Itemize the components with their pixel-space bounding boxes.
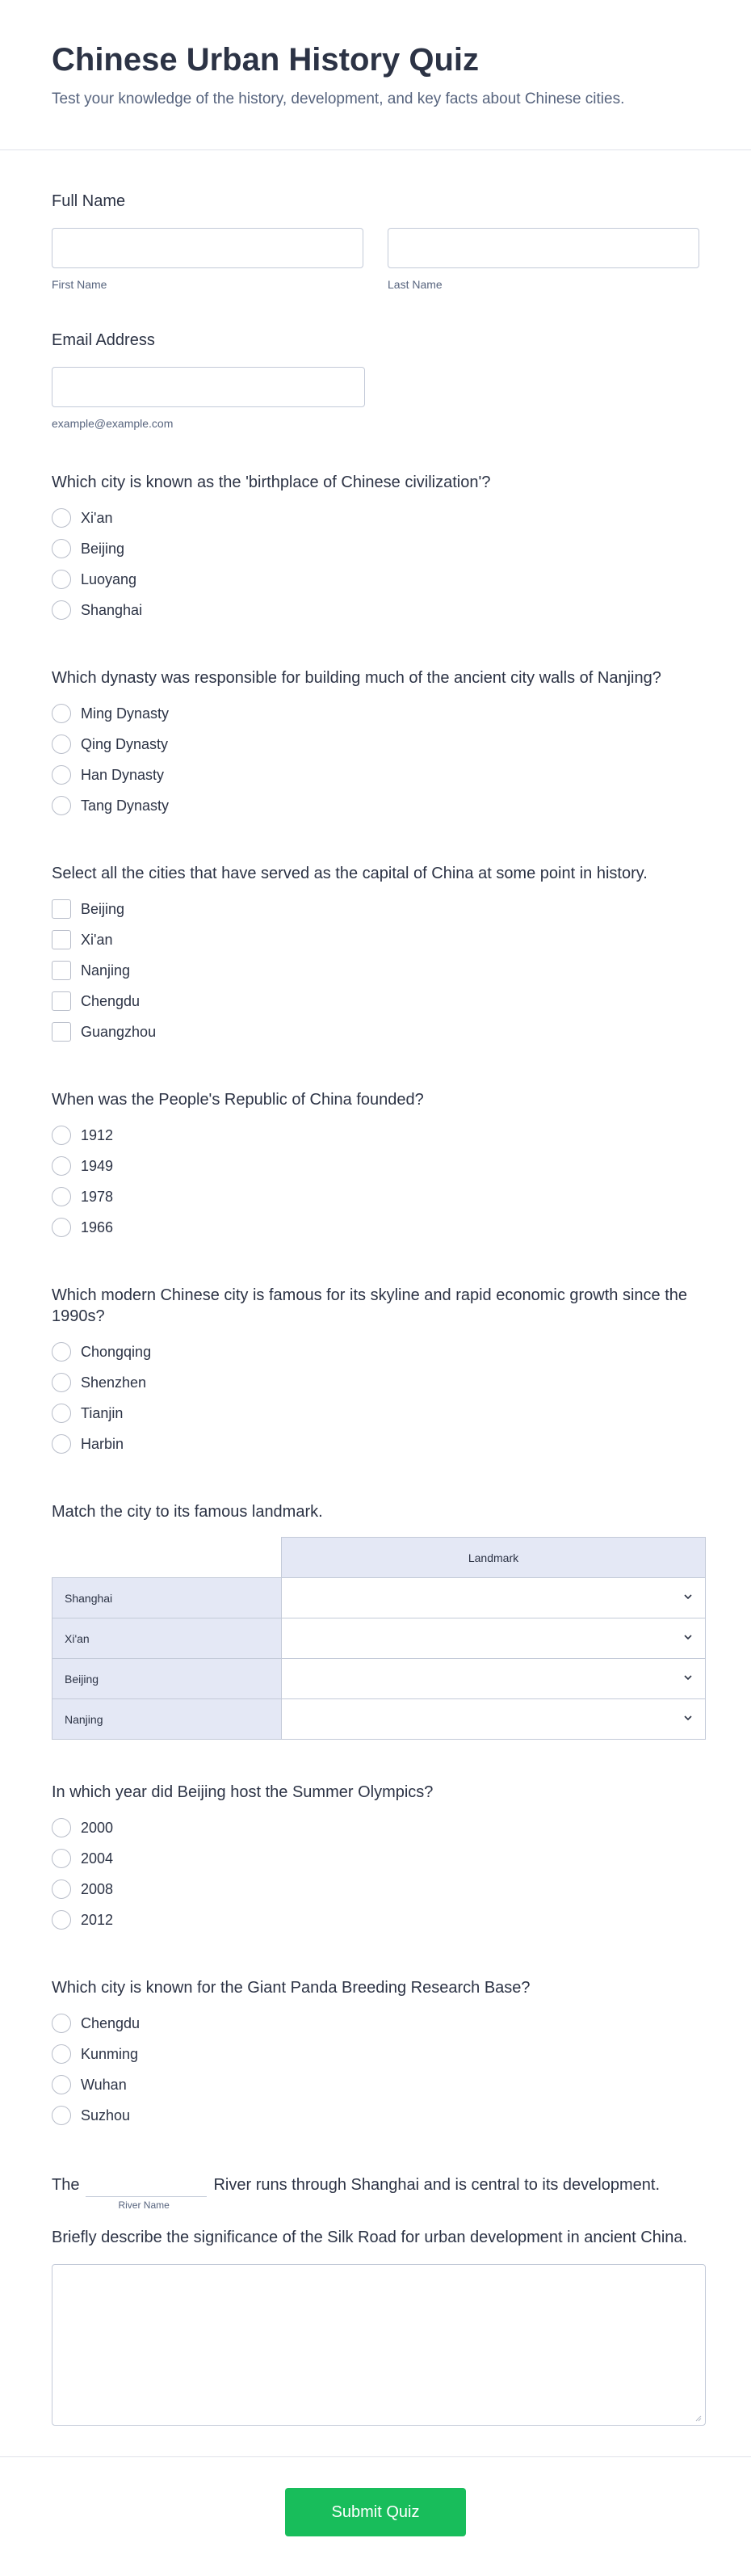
- radio-option[interactable]: [52, 1181, 699, 1212]
- radio-option[interactable]: [52, 1212, 699, 1243]
- option-label: Shenzhen: [81, 1374, 147, 1391]
- option-label: 1949: [81, 1157, 114, 1174]
- radio-button[interactable]: [52, 1849, 71, 1868]
- chevron-down-icon: [682, 1712, 694, 1724]
- radio-option[interactable]: [52, 2100, 699, 2131]
- chevron-down-icon: [682, 1672, 694, 1683]
- radio-option[interactable]: [52, 1120, 699, 1151]
- radio-option[interactable]: [52, 1812, 699, 1843]
- question-label: Which city is known as the 'birthplace of Chinese civilization'?: [52, 474, 491, 492]
- radio-button[interactable]: [52, 1879, 71, 1899]
- radio-button[interactable]: [52, 1156, 71, 1176]
- email-input[interactable]: [52, 367, 365, 407]
- radio-option[interactable]: [52, 1843, 699, 1874]
- checkbox[interactable]: [52, 961, 71, 980]
- option-label: 2004: [81, 1850, 114, 1867]
- checkbox[interactable]: [52, 1022, 71, 1042]
- radio-option[interactable]: [52, 595, 699, 625]
- radio-option[interactable]: [52, 533, 699, 564]
- option-label: Suzhou: [81, 2107, 131, 2124]
- river-name-sublabel: River Name: [118, 2199, 170, 2212]
- river-name-input[interactable]: [86, 2176, 207, 2197]
- radio-button[interactable]: [52, 1373, 71, 1392]
- question-label: Which modern Chinese city is famous for its skyline and rapid economic growth since the 1990s?: [52, 1286, 688, 1326]
- radio-button[interactable]: [52, 2075, 71, 2094]
- option-label: 1966: [81, 1219, 114, 1235]
- radio-option[interactable]: [52, 564, 699, 595]
- first-name-input[interactable]: [52, 228, 363, 268]
- option-label: Shanghai: [81, 601, 143, 618]
- radio-option[interactable]: [52, 1398, 699, 1429]
- matrix-row-header: Nanjing: [52, 1699, 282, 1740]
- option-label: 2012: [81, 1911, 114, 1928]
- matrix-row-header: Beijing: [52, 1659, 282, 1699]
- option-label: Chengdu: [81, 992, 141, 1009]
- radio-option[interactable]: [52, 503, 699, 533]
- option-label: Guangzhou: [81, 1023, 157, 1040]
- radio-button[interactable]: [52, 1434, 71, 1454]
- last-name-input[interactable]: [388, 228, 699, 268]
- option-label: Qing Dynasty: [81, 735, 169, 752]
- radio-option[interactable]: [52, 1367, 699, 1398]
- question-river-fill-blank: [52, 2176, 699, 2211]
- radio-button[interactable]: [52, 539, 71, 558]
- first-name-sublabel: First Name: [52, 278, 107, 292]
- question-label: Briefly describe the significance of the Silk Road for urban development in ancient China.: [52, 2229, 688, 2247]
- option-label: Tang Dynasty: [81, 797, 170, 814]
- option-label: Tianjin: [81, 1404, 124, 1421]
- option-label: Luoyang: [81, 570, 137, 587]
- option-label: Chongqing: [81, 1343, 152, 1360]
- radio-option[interactable]: [52, 698, 699, 729]
- radio-option[interactable]: [52, 729, 699, 760]
- question-capitals: [52, 863, 699, 1047]
- question-olympics: [52, 1782, 699, 1935]
- radio-option[interactable]: [52, 1905, 699, 1935]
- checkbox[interactable]: [52, 899, 71, 919]
- matrix-row-header: Xi'an: [52, 1618, 282, 1659]
- option-label: 1978: [81, 1188, 114, 1205]
- option-label: Nanjing: [81, 962, 131, 979]
- email-label: Email Address: [52, 331, 155, 350]
- radio-button[interactable]: [52, 1342, 71, 1362]
- radio-button[interactable]: [52, 1818, 71, 1837]
- checkbox-option[interactable]: [52, 1017, 699, 1047]
- option-label: Harbin: [81, 1435, 124, 1452]
- form-footer: [0, 2456, 751, 2576]
- page-subtitle: Test your knowledge of the history, development, and key facts about Chinese cities.: [52, 90, 625, 107]
- question-label: Match the city to its famous landmark.: [52, 1503, 323, 1522]
- option-label: Ming Dynasty: [81, 705, 170, 722]
- chevron-down-icon: [682, 1631, 694, 1643]
- radio-button[interactable]: [52, 2014, 71, 2033]
- question-label: Which dynasty was responsible for building much of the ancient city walls of Nanjing?: [52, 669, 661, 688]
- radio-option[interactable]: [52, 1336, 699, 1367]
- radio-option[interactable]: [52, 2069, 699, 2100]
- question-silk-road: [52, 2227, 699, 2426]
- silk-road-answer-textarea[interactable]: [52, 2264, 706, 2426]
- radio-option[interactable]: [52, 1429, 699, 1459]
- question-nanjing-walls: [52, 667, 699, 821]
- question-label: In which year did Beijing host the Summer Olympics?: [52, 1783, 434, 1802]
- option-label: Beijing: [81, 540, 125, 557]
- landmark-dropdown[interactable]: [282, 1618, 706, 1659]
- checkbox-option[interactable]: [52, 955, 699, 986]
- submit-button[interactable]: Submit Quiz: [285, 2488, 466, 2536]
- question-prc-founded: [52, 1089, 699, 1243]
- checkbox[interactable]: [52, 991, 71, 1011]
- question-modern-city: [52, 1285, 699, 1459]
- matrix-column-header: Landmark: [282, 1538, 706, 1578]
- radio-button[interactable]: [52, 765, 71, 785]
- radio-option[interactable]: [52, 1151, 699, 1181]
- question-landmark-matrix: [52, 1501, 699, 1740]
- radio-button[interactable]: [52, 704, 71, 723]
- question-label: When was the People's Republic of China founded?: [52, 1091, 424, 1109]
- full-name-field: [52, 191, 699, 291]
- question-label: Which city is known for the Giant Panda Breeding Research Base?: [52, 1979, 531, 1997]
- checkbox-option[interactable]: [52, 986, 699, 1017]
- radio-button[interactable]: [52, 1910, 71, 1930]
- option-label: 2000: [81, 1819, 114, 1836]
- question-birthplace: [52, 472, 699, 625]
- quiz-form: [0, 191, 751, 2426]
- option-label: Xi'an: [81, 931, 113, 948]
- option-label: Kunming: [81, 2045, 139, 2062]
- radio-option[interactable]: [52, 2039, 699, 2069]
- radio-button[interactable]: [52, 1404, 71, 1423]
- option-label: 1912: [81, 1126, 114, 1143]
- option-label: Xi'an: [81, 509, 113, 526]
- radio-button[interactable]: [52, 796, 71, 815]
- checkbox-option[interactable]: [52, 924, 699, 955]
- chevron-down-icon: [682, 1591, 694, 1602]
- option-label: Chengdu: [81, 2014, 141, 2031]
- checkbox[interactable]: [52, 930, 71, 949]
- email-field: [52, 330, 699, 430]
- radio-button[interactable]: [52, 508, 71, 528]
- fill-text-before: The: [52, 2176, 80, 2195]
- landmark-dropdown[interactable]: [282, 1659, 706, 1699]
- matrix-corner: [52, 1538, 282, 1578]
- resize-grip-icon[interactable]: [694, 2414, 702, 2422]
- option-label: Wuhan: [81, 2076, 127, 2093]
- question-label: Select all the cities that have served as the capital of China at some point in history.: [52, 865, 648, 883]
- radio-option[interactable]: [52, 1874, 699, 1905]
- landmark-matrix: [52, 1537, 706, 1740]
- last-name-sublabel: Last Name: [388, 278, 443, 292]
- fill-text-after: River runs through Shanghai and is central to its development.: [213, 2176, 661, 2195]
- radio-button[interactable]: [52, 570, 71, 589]
- river-name-field: [86, 2176, 207, 2211]
- radio-button[interactable]: [52, 1218, 71, 1237]
- question-panda-base: [52, 1977, 699, 2131]
- landmark-dropdown[interactable]: [282, 1699, 706, 1740]
- radio-button[interactable]: [52, 2044, 71, 2064]
- radio-button[interactable]: [52, 600, 71, 620]
- checkbox-option[interactable]: [52, 894, 699, 924]
- matrix-row-header: Shanghai: [52, 1578, 282, 1618]
- radio-button[interactable]: [52, 2106, 71, 2125]
- full-name-label: Full Name: [52, 192, 126, 211]
- option-label: Han Dynasty: [81, 766, 165, 783]
- email-sublabel: example@example.com: [52, 417, 174, 431]
- form-header: [0, 0, 751, 150]
- radio-button[interactable]: [52, 1187, 71, 1206]
- landmark-dropdown[interactable]: [282, 1578, 706, 1618]
- radio-button[interactable]: [52, 1126, 71, 1145]
- option-label: Beijing: [81, 900, 125, 917]
- radio-option[interactable]: [52, 2008, 699, 2039]
- radio-option[interactable]: [52, 790, 699, 821]
- option-label: 2008: [81, 1880, 114, 1897]
- radio-button[interactable]: [52, 734, 71, 754]
- page-title: Chinese Urban History Quiz: [52, 42, 479, 78]
- radio-option[interactable]: [52, 760, 699, 790]
